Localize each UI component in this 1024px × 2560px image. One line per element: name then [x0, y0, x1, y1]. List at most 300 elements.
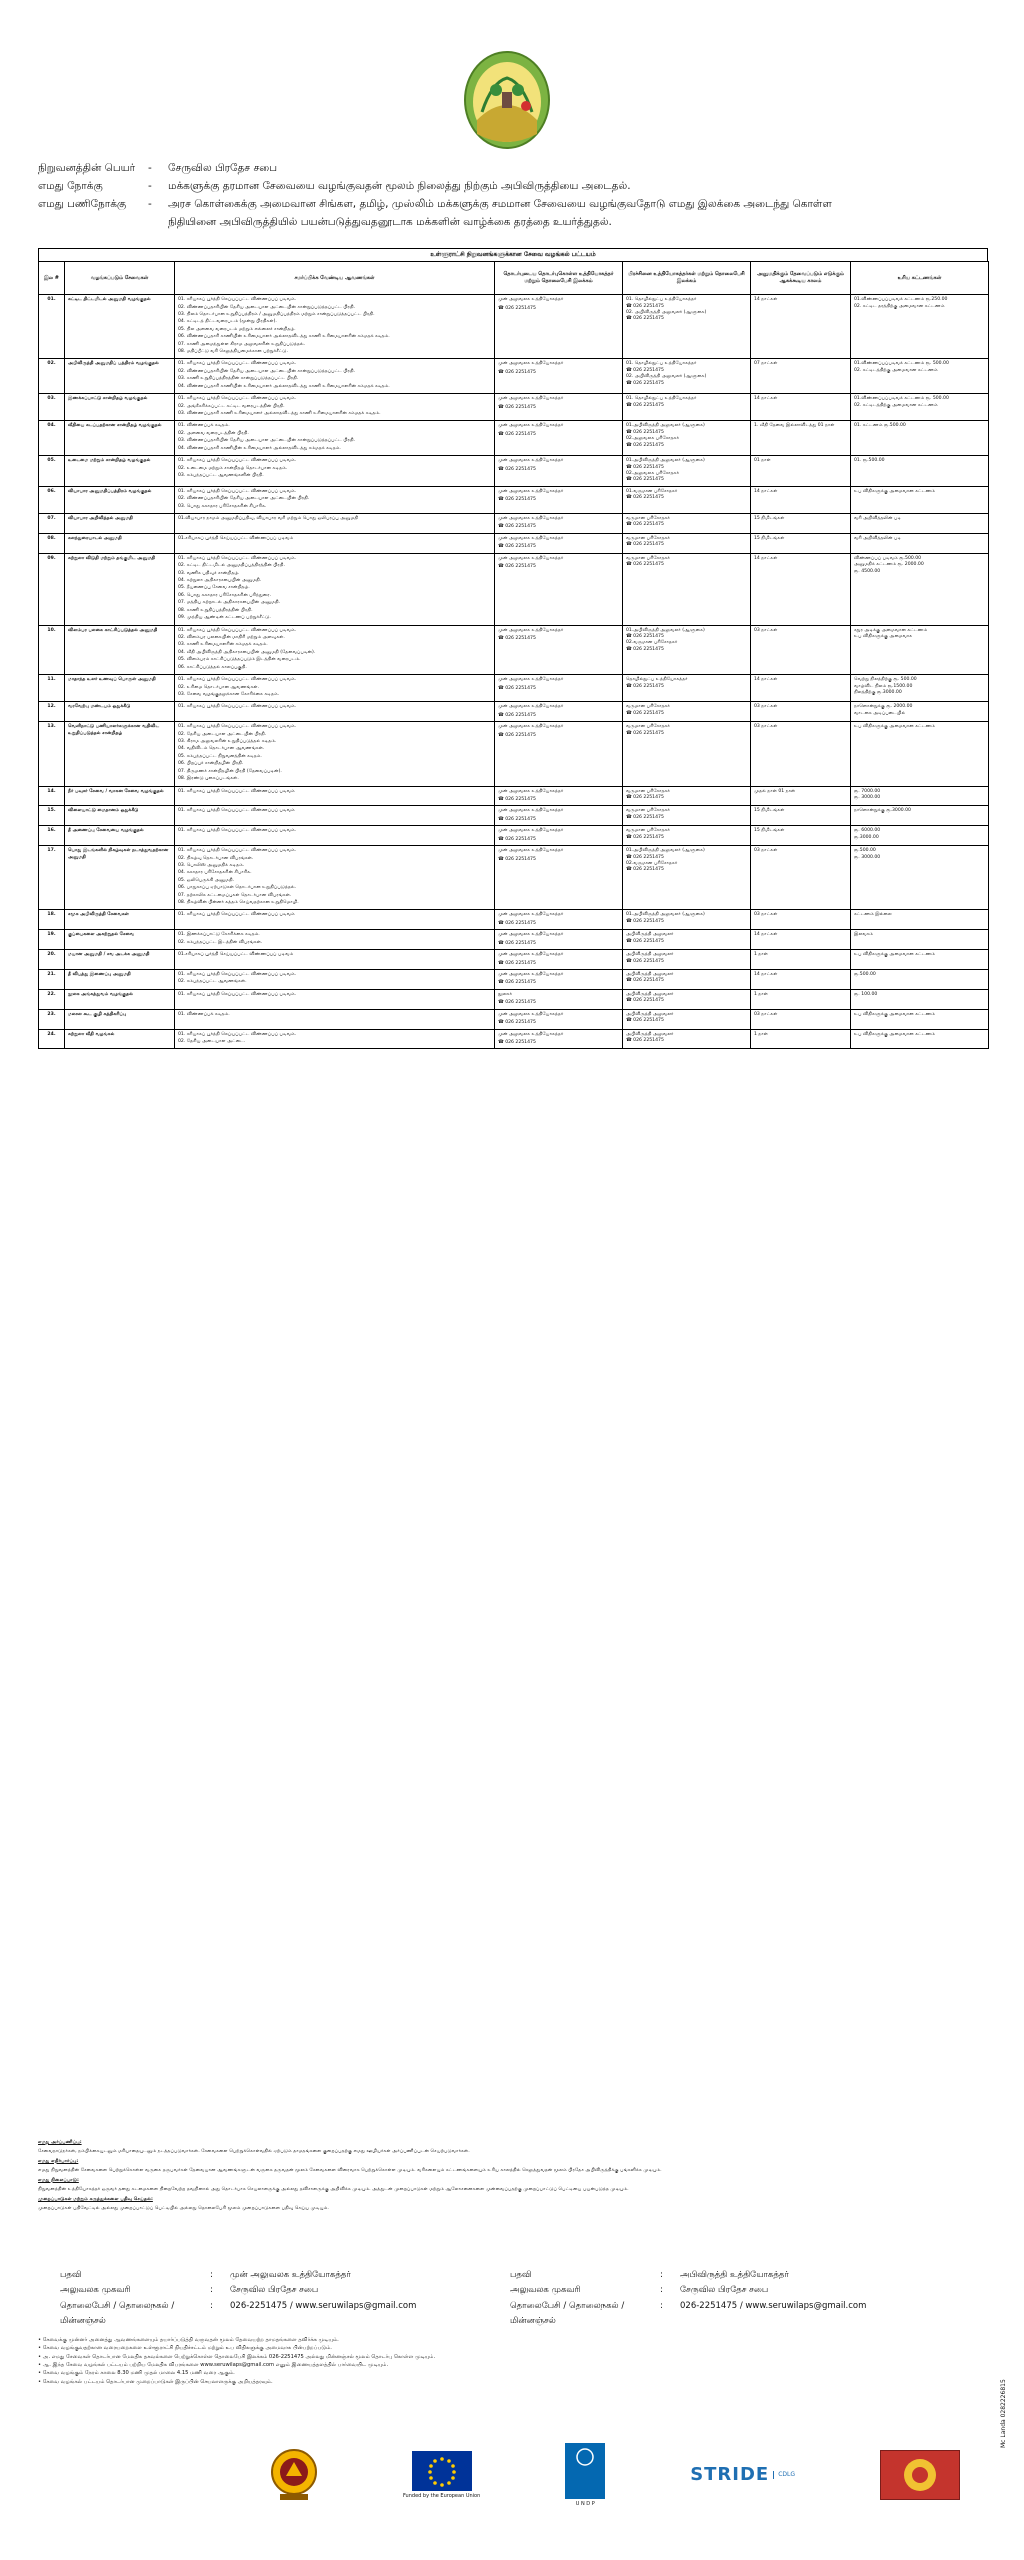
service-name: நீர் பவுசர் சேவை / வாகன சேவை வழங்குதல்: [65, 786, 175, 806]
contact-right: [510, 2268, 960, 2329]
document-item: 05. ஒலிபெருக்கி அனுமதி.: [178, 877, 235, 883]
footer-logos: [270, 2440, 960, 2510]
responsible-officer-line: 01.வருமான பரிசோதகர்: [626, 488, 678, 494]
service-name: மலசல கூட குழி சுத்திகரிப்பு: [65, 1009, 175, 1029]
officer-phone-number: 026 2251475: [505, 635, 536, 641]
responsible-officer-line: ☎ 026 2251475: [626, 495, 664, 501]
table-row: [39, 950, 989, 970]
contact-officer: [495, 1009, 623, 1029]
service-fees: [851, 625, 989, 675]
document-item: 01. சரியாகப் பூர்த்தி செய்யப்பட்ட விண்ணப்பப் படிவம்.: [178, 677, 297, 683]
document-item: 01.சரியாகப் பூர்த்தி செய்யப்பட்ட விண்ணப்பப் படிவம்: [178, 952, 294, 958]
officer-title: முன் அலுவலக உத்தியோகத்தர்: [498, 828, 564, 834]
table-row: [39, 456, 989, 487]
responsible-officers: [623, 394, 751, 421]
service-fees: [851, 806, 989, 826]
document-item: 01. சரியாகப் பூர்த்தி செய்யப்பட்ட விண்ணப்பப் படிவம்.: [178, 361, 297, 367]
service-fees: [851, 826, 989, 846]
table-row: [39, 930, 989, 950]
contact-row: [510, 2299, 960, 2330]
officer-phone: [498, 544, 619, 550]
service-name: இணக்கப்பாட்டு சான்றிதழ் வழங்குதல்: [65, 394, 175, 421]
service-name: வியாபார அனுமதிப்பத்திரம் வழங்குதல்: [65, 486, 175, 513]
bottom-note: • சேவை வழங்குவதற்கான வரையறைகளை உள்ளூராட்சி நியதிச்சட்டம் மற்றும் உப விதிகளுக்கு அமைவாக பின்பற்றப்படும்.: [38, 2344, 988, 2352]
document-item: 02. விளம்பர பலகையின் மாதிரி மற்றும் அளவுகள்.: [178, 634, 285, 640]
row-number: 09.: [39, 553, 65, 625]
column-header: தொடர்புடைய தொடர்புகொள்ள உத்தியோகத்தர் மற்றும் தொலைபேசி இலக்கம்: [495, 262, 623, 295]
phone-icon: ☎: [498, 497, 506, 503]
fee-line: விண்ணப்பப் படிவம் ரூ.500.00: [854, 555, 922, 561]
phone-icon: ☎: [498, 836, 506, 842]
bottom-note: • அ. எமது சேவைகள் தொடர்பான மேலதிக தகவல்களை பெற்றுக்கொள்ள தொலைபேசி இலக்கம் 026-2251475 அல்லது மின்னஞ்சல் மூலம் தொடர்பு கொள்ள முடியும்.: [38, 2353, 988, 2361]
fee-line: ரூ. 7000.00: [854, 788, 881, 794]
document-item: 01. சரியாகப் பூர்த்தி செய்யப்பட்ட விண்ணப்பப் படிவம்.: [178, 488, 297, 494]
document-item: 07. மத்திய சுற்றாடல் அதிகாரசபையின் அனுமதி.: [178, 600, 281, 606]
fee-line: ரூ.500.00: [854, 848, 876, 854]
document-item: 03. பொது சுகாதார பரிசோதகரின் சிபாரிசு.: [178, 503, 267, 509]
service-fees: [851, 295, 989, 359]
fee-line: ரூ. 6000.00: [854, 828, 881, 834]
officer-title: முன் அலுவலக உத்தியோகத்தர்: [498, 555, 564, 561]
column-header: இல #: [39, 262, 65, 295]
contact-officer: [495, 930, 623, 950]
phone-icon: ☎: [498, 564, 506, 570]
required-documents: [175, 930, 495, 950]
document-item: 01. சரியாகப் பூர்த்தி செய்யப்பட்ட விண்ணப்பப் படிவம்.: [178, 704, 297, 710]
phone-icon: ☎: [498, 1020, 506, 1026]
fee-line: ரூ. 3000.00: [854, 854, 881, 860]
table-row: [39, 359, 989, 394]
service-time: 03 நாட்கள்: [751, 722, 851, 786]
contact-separator: :: [660, 2300, 663, 2311]
officer-phone-number: 026 2251475: [505, 940, 536, 946]
service-time: 14 நாட்கள்: [751, 970, 851, 990]
officer-title: முன் அலுவலக உத்தியோகத்தர்: [498, 361, 564, 367]
service-time: 07 நாட்கள்: [751, 359, 851, 394]
phone-icon: ☎: [498, 1039, 506, 1045]
service-time: 15 நிமிடங்கள்: [751, 826, 851, 846]
stride-logo: [690, 2463, 795, 2487]
fee-line: உப விதிகளுக்கு அமைவான கட்டணம்: [854, 488, 936, 494]
responsible-officer-line: ☎ 026 2251475: [626, 542, 664, 548]
service-fees: [851, 514, 989, 534]
responsible-officer-line: ☎ 026 2251475: [626, 854, 664, 860]
row-number: 02.: [39, 359, 65, 394]
officer-phone-number: 026 2251475: [505, 466, 536, 472]
table-title: உள்ளூராட்சி நிறுவனங்களுக்கான சேவை வழங்கல் பட்டயம்: [38, 248, 988, 261]
officer-phone: [498, 370, 619, 376]
responsible-officer-line: வருமான பரிசோதகர்: [626, 704, 670, 710]
responsible-officer-line: ☎ 026 2251475: [626, 402, 664, 408]
responsible-officer-line: அபிவிருத்தி அலுவலர்: [626, 1031, 674, 1037]
responsible-officer-line: ☎ 026 2251475: [626, 429, 664, 435]
officer-phone-number: 026 2251475: [505, 544, 536, 550]
fee-line: 02. கட்டிட தரத்திற்கு அமைவான கட்டணம்: [854, 303, 945, 309]
column-header: பிரச்சினை உத்தியோகத்தர்கள் மற்றும் தொலைபேசி இலக்கம்: [623, 262, 751, 295]
row-number: 03.: [39, 394, 65, 421]
officer-phone: [498, 713, 619, 719]
document-item: 02. சம்பந்தப்பட்ட ஆவணங்கள்.: [178, 979, 247, 985]
fee-line: இலவசம்: [854, 932, 873, 938]
responsible-officers: [623, 295, 751, 359]
org-label: நிறுவனத்தின் பெயர்: [38, 162, 136, 174]
fee-line: உப விதிகளுக்கு அமைவான கட்டணம்: [854, 724, 936, 730]
officer-phone: [498, 797, 619, 803]
note-position: நிறுவனத்தின் உத்தியோகத்தர் ஒருவர் தனது கடமைகளை நிறைவேற்ற தவறினால் அது தொடர்பாக செயலாளருக்கு அல்லது தவிசாளருக்கு அறிவிக்க முடியும். அத்துடன் முறைப்பாடுகள் மற்றும் ஆலோசனைகளை முன்வைப்பதற்கு முறைப்பாட்டுப் பெட்டியை பயன்படுத்த முடியும்.: [38, 2187, 629, 2193]
contact-separator: :: [210, 2300, 213, 2311]
officer-phone: [498, 921, 619, 927]
table-row: [39, 675, 989, 702]
required-documents: [175, 533, 495, 553]
bottom-note: • சேவை வழங்கும் நேரம் காலை 8.30 மணி முதல் மாலை 4.15 மணி வரை ஆகும்.: [38, 2369, 988, 2377]
responsible-officers: [623, 625, 751, 675]
service-time: 1. வீதி தேவை இல்லாவிடத்து 01 நாள்: [751, 421, 851, 456]
contact-section: [60, 2268, 960, 2329]
officer-phone-number: 026 2251475: [505, 1020, 536, 1026]
table-row: [39, 1009, 989, 1029]
table-row: [39, 826, 989, 846]
service-name: தீ அணைப்பு சேவையை வழங்குதல்: [65, 826, 175, 846]
officer-phone: [498, 1020, 619, 1026]
responsible-officer-line: ☎ 026 2251475: [626, 522, 664, 528]
contact-value: 026-2251475 / www.seruwilaps@gmail.com: [230, 2300, 417, 2311]
fee-line: 01.விண்ணப்பப்படிவக் கட்டணம் ரூ.250.00: [854, 297, 948, 303]
service-fees: [851, 846, 989, 910]
responsible-officer-line: 01.அபிவிருத்தி அலுவலர் (ஆளுகை): [626, 912, 705, 918]
service-fees: [851, 702, 989, 722]
officer-phone: [498, 686, 619, 692]
required-documents: [175, 970, 495, 990]
officer-phone-number: 026 2251475: [505, 497, 536, 503]
column-header: வழங்கப்படும் சேவைகள்: [65, 262, 175, 295]
responsible-officer-line: ☎ 026 2251475: [626, 1018, 664, 1024]
required-documents: [175, 1029, 495, 1049]
service-time: 01 நாள்: [751, 456, 851, 487]
responsible-officer-line: தொழில்நுட்ப உத்தியோகத்தர்: [626, 677, 688, 683]
contact-officer: [495, 533, 623, 553]
document-item: 01. சரியாகப் பூர்த்தி செய்யப்பட்ட விண்ணப்பப் படிவம்.: [178, 848, 297, 854]
required-documents: [175, 1009, 495, 1029]
contact-row: [60, 2268, 510, 2283]
responsible-officers: [623, 421, 751, 456]
document-item: 02. கட்டிட திட்டமிடல் அனுமதிப்பத்திரத்தின் பிரதி.: [178, 563, 285, 569]
document-item: 03. காணி உறுதிப்பத்திரத்தின் சான்றுப்படுத்தப்பட்ட பிரதி.: [178, 376, 299, 382]
table-row: [39, 553, 989, 625]
responsible-officer-line: அபிவிருத்தி அலுவலர்: [626, 1011, 674, 1017]
contact-value: 026-2251475 / www.seruwilaps@gmail.com: [680, 2300, 867, 2311]
responsible-officer-line: வருமான பரிசோதகர்: [626, 516, 670, 522]
responsible-officers: [623, 930, 751, 950]
contact-separator: :: [210, 2270, 213, 2280]
document-item: 05. விளம்பரம் காட்சிப்படுத்தப்படும் இடத்தின் வரைபடம்.: [178, 657, 301, 663]
contact-officer: [495, 786, 623, 806]
document-item: 04. கட்டிடத் திட்டவரைபடம் (மூன்று பிரதிகள்).: [178, 319, 277, 325]
officer-title: முன் அலுவலக உத்தியோகத்தர்: [498, 808, 564, 814]
fee-line: கட்டணம் இல்லை: [854, 912, 892, 918]
service-fees: [851, 786, 989, 806]
phone-icon: ☎: [498, 980, 506, 986]
fee-line: ரூ. 100.00: [854, 991, 878, 997]
council-logo: [452, 42, 562, 160]
service-time: 14 நாட்கள்: [751, 486, 851, 513]
service-name: குப்பைகளை அகற்றுதல் சேவை: [65, 930, 175, 950]
contact-officer: [495, 989, 623, 1009]
fee-line: வாடகை அடிப்படையில்: [854, 710, 906, 716]
row-number: 08.: [39, 533, 65, 553]
required-documents: [175, 514, 495, 534]
officer-phone-number: 026 2251475: [505, 856, 536, 862]
table-row: [39, 989, 989, 1009]
service-time: 03 நாட்கள்: [751, 625, 851, 675]
responsible-officer-line: ☎ 026 2251475: [626, 367, 664, 373]
service-fees: [851, 486, 989, 513]
document-item: 08. காணி உறுதிப்பத்திரத்தின் பிரதி.: [178, 607, 253, 613]
document-code: Mc Landa 0282226815: [1000, 2379, 1007, 2448]
row-number: 17.: [39, 846, 65, 910]
contact-officer: [495, 702, 623, 722]
officer-phone-number: 026 2251475: [505, 1039, 536, 1045]
officer-phone-number: 026 2251475: [505, 305, 536, 311]
document-item: 01. சரியாகப் பூர்த்தி செய்யப்பட்ட விண்ணப்பப் படிவம்.: [178, 458, 297, 464]
officer-title: முன் அலுவலக உத்தியோகத்தர்: [498, 788, 564, 794]
document-item: 08. இரண்டு புகைப்படங்கள்.: [178, 776, 239, 782]
required-documents: [175, 910, 495, 930]
note-expectation: எமது நிறுவனத்தின் சேவைகளை பெற்றுக்கொள்ள வருகை தருபவர்கள் தேவையான ஆவணங்களுடன் வருகை தருவதன் மூலம் சேவைகளை விரைவாக பெற்றுக்கொள்ள முடியும். வரிகளையும் கட்டணங்களையும் உரிய காலத்தில் செலுத்துவதன் மூலம் பிரதேச அபிவிருத்திக்கு பங்களிக்க முடியும்.: [38, 2168, 662, 2174]
contact-left: [60, 2268, 510, 2329]
officer-phone-number: 026 2251475: [505, 796, 536, 802]
row-number: 23.: [39, 1009, 65, 1029]
service-fees: [851, 722, 989, 786]
officer-phone-number: 026 2251475: [505, 980, 536, 986]
responsible-officer-line: ☎ 026 2251475: [626, 710, 664, 716]
phone-icon: ☎: [498, 712, 506, 718]
bottom-note: • சேவைக்கு முன்னர் அனைத்து ஆவணங்களையும் தயார்ப்படுத்தி வருவதன் மூலம் தேவையற்ற தாமதங்களை தவிர்க்க முடியும்.: [38, 2336, 988, 2344]
required-documents: [175, 675, 495, 702]
fee-line: உப விதிகளுக்கு அமைவான கட்டணம்: [854, 952, 936, 958]
contact-separator: :: [660, 2285, 663, 2296]
sri-lanka-emblem: [270, 2446, 318, 2504]
service-fees: [851, 553, 989, 625]
fee-line: நிலத்திற்கு ரூ.3000.00: [854, 689, 902, 695]
service-name: நூலக அங்கத்துவம் வழங்குதல்: [65, 989, 175, 1009]
officer-title: முன் அலுவலக உத்தியோகத்தர்: [498, 488, 564, 494]
fee-line: வரி அறிவித்தலின் படி: [854, 535, 902, 541]
officer-phone: [498, 1000, 619, 1006]
service-charter-table: [38, 248, 988, 1049]
fee-line: வெற்று நிலத்திற்கு ரூ. 500.00: [854, 677, 917, 683]
officer-phone: [498, 467, 619, 473]
document-item: 06. பொது சுகாதார பரிசோதகரின் பரிந்துரை.: [178, 592, 272, 598]
officer-title: முன் அலுவலக உத்தியோகத்தர்: [498, 972, 564, 977]
document-item: 01. விண்ணப்பக் கடிதம்.: [178, 1011, 230, 1017]
contact-row: [510, 2268, 960, 2283]
responsible-officers: [623, 359, 751, 394]
stride-text: STRIDE: [690, 2463, 770, 2485]
officer-phone: [498, 405, 619, 411]
phone-icon: ☎: [498, 404, 506, 410]
document-item: 05. சம்பந்தப்பட்ட நிறுவனத்தின் கடிதம்.: [178, 753, 262, 759]
responsible-officer-line: 02. அபிவிருத்தி அலுவலர் (ஆளுகை): [626, 309, 707, 315]
document-item: 01. சரியாகப் பூர்த்தி செய்யப்பட்ட விண்ணப்பப் படிவம்.: [178, 1031, 297, 1037]
document-item: 05. நில அளவை வரைபடம் மற்றும் எல்லைச் சான்றிதழ்.: [178, 326, 296, 332]
service-name: கட்டிட திட்டமிடல் அனுமதி வழங்குதல்: [65, 295, 175, 359]
document-item: 07. தற்காலிக கட்டமைப்புகள் தொடர்பான விபரங்கள்.: [178, 892, 292, 898]
row-number: 21.: [39, 970, 65, 990]
officer-phone-number: 026 2251475: [505, 369, 536, 375]
responsible-officer-line: அபிவிருத்தி அலுவலர்: [626, 952, 674, 958]
eu-caption: Funded by the European Union: [402, 2492, 481, 2499]
responsible-officer-line: ☎ 026 2251475: [626, 477, 664, 483]
fee-line: 01. ரூ.500.00: [854, 458, 885, 464]
officer-phone: [498, 733, 619, 739]
phone-icon: ☎: [498, 431, 506, 437]
responsible-officer-line: வருமான பரிசோதகர்: [626, 555, 670, 561]
phone-icon: ☎: [498, 940, 506, 946]
responsible-officers: [623, 514, 751, 534]
table-row: [39, 394, 989, 421]
service-time: 1 நாள்: [751, 1029, 851, 1049]
contact-row: [60, 2299, 510, 2330]
service-time: 15 நிமிடங்கள்: [751, 514, 851, 534]
officer-phone-number: 026 2251475: [505, 404, 536, 410]
responsible-officer-line: அபிவிருத்தி அலுவலர்: [626, 972, 674, 977]
required-documents: [175, 486, 495, 513]
contact-officer: [495, 359, 623, 394]
contact-officer: [495, 456, 623, 487]
officer-phone: [498, 857, 619, 863]
column-header: அனுமதிக்கும் தேவைப்படும் எடுக்கும் ஆகக்கூடிய காலம்: [751, 262, 851, 295]
fee-line: உப விதிகளுக்கு அமைவான கட்டணம்: [854, 1031, 936, 1037]
officer-title: முன் அலுவலக உத்தியோகத்தர்: [498, 516, 564, 522]
required-documents: [175, 394, 495, 421]
responsible-officer-line: ☎ 026 2251475: [626, 303, 664, 309]
fee-line: வாழ்விட நிலம் ரூ.1500.00: [854, 683, 913, 689]
bottom-notes: [38, 2336, 988, 2386]
row-number: 18.: [39, 910, 65, 930]
contact-officer: [495, 722, 623, 786]
service-fees: [851, 394, 989, 421]
document-item: 01. சரியாகப் பூர்த்தி செய்யப்பட்ட விண்ணப்பப் படிவம்.: [178, 297, 297, 303]
contact-officer: [495, 970, 623, 990]
officer-title: முன் அலுவலக உத்தியோகத்தர்: [498, 535, 564, 541]
required-documents: [175, 456, 495, 487]
document-item: 02. விண்ணப்பதாரியின் தேசிய அடையாள அட்டையின் சான்றுப்படுத்தப்பட்ட பிரதி.: [178, 304, 356, 310]
service-time: 14 நாட்கள்: [751, 675, 851, 702]
fee-line: 01.விண்ணப்பப்படிவக் கட்டணம் ரூ. 500.00: [854, 396, 949, 402]
officer-phone-number: 026 2251475: [505, 836, 536, 842]
document-item: 06. காட்சிப்படுத்தல் காலப்பகுதி.: [178, 664, 247, 670]
service-time: 03 நாட்கள்: [751, 1009, 851, 1029]
contact-officer: [495, 486, 623, 513]
responsible-officer-line: 01. தொழில்நுட்ப உத்தியோகத்தர்: [626, 396, 697, 402]
row-number: 04.: [39, 421, 65, 456]
fee-line: ரூ. 4500.00: [854, 568, 881, 574]
required-documents: [175, 421, 495, 456]
document-item: 02. தேசிய அடையாள அட்டையின் பிரதி.: [178, 731, 267, 737]
row-number: 06.: [39, 486, 65, 513]
phone-icon: ☎: [498, 544, 506, 550]
service-fees: [851, 1029, 989, 1049]
fee-line: 01. கட்டணம் ரூ.500.00: [854, 423, 906, 429]
mission-label: எமது பணிநோக்கு: [38, 197, 127, 210]
service-fees: [851, 421, 989, 456]
responsible-officer-line: ☎ 026 2251475: [626, 464, 664, 470]
table-row: [39, 1029, 989, 1049]
fee-line: ரூ. 3000.00: [854, 794, 881, 800]
responsible-officer-line: ☎ 026 2251475: [626, 794, 664, 800]
service-name: கலந்துரையாடல் அனுமதி: [65, 533, 175, 553]
service-name: வீதியை கடப்பதற்கான சான்றிதழ் வழங்குதல்: [65, 421, 175, 456]
phone-icon: ☎: [498, 816, 506, 822]
row-number: 15.: [39, 806, 65, 826]
fee-line: 02. கட்டிடத்திற்கு அமைவான கட்டணம்: [854, 367, 938, 373]
contact-officer: [495, 553, 623, 625]
bottom-note: • ஆ. இந்த சேவை வழங்கல் பட்டயம் பற்றிய மேலதிக விபரங்களை www.seruwilaps@gmail.com எனும் இணையத்தளத்தில் பார்வையிட முடியும்.: [38, 2361, 988, 2369]
required-documents: [175, 359, 495, 394]
document-item: 02. உடைமை மற்றும் சான்றிதழ் தொடர்பான கடிதம்.: [178, 465, 288, 471]
officer-phone-number: 026 2251475: [505, 712, 536, 718]
contact-key: பதவி: [510, 2270, 532, 2280]
required-documents: [175, 989, 495, 1009]
document-item: 03. நிலம் தொடர்பான உறுதிப்பத்திரம் / அனுமதிப்பத்திரம் மற்றும் சான்றுப்படுத்தப்பட்ட பிரதி.: [178, 311, 375, 317]
document-item: 04. வீதி அபிவிருத்தி அதிகாரசபையின் அனுமதி (தேவைப்படின்).: [178, 649, 316, 655]
fee-line: சதுர அடிக்கு அமைவான கட்டணம்: [854, 627, 928, 633]
responsible-officer-line: வருமான பரிசோதகர்: [626, 828, 670, 834]
fee-line: வரி அறிவித்தலின் படி: [854, 516, 902, 522]
service-fees: [851, 989, 989, 1009]
fee-line: நாளொன்றுக்கு ரூ. 2000.00: [854, 704, 913, 710]
document-item: 02. அளவை வரைபடத்தின் பிரதி.: [178, 430, 249, 436]
service-time: 1 நாள்: [751, 950, 851, 970]
fee-line: உப விதிகளுக்கு அமைவான கட்டணம்: [854, 1011, 936, 1017]
row-number: 11.: [39, 675, 65, 702]
row-number: 19.: [39, 930, 65, 950]
table-row: [39, 806, 989, 826]
contact-officer: [495, 394, 623, 421]
officer-title: முன் அலுவலக உத்தியோகத்தர்: [498, 704, 564, 710]
service-time: 03 நாட்கள்: [751, 846, 851, 910]
document-item: 01. சரியாகப் பூர்த்தி செய்யப்பட்ட விண்ணப்பப் படிவம்.: [178, 828, 297, 834]
responsible-officer-line: ☎ 026 2251475: [626, 867, 664, 873]
responsible-officer-line: ☎ 026 2251475: [626, 380, 664, 386]
responsible-officers: [623, 786, 751, 806]
document-item: 08. நிகழ்வின் பின்னர் சுத்தம் செய்வதற்கான உறுதிமொழி.: [178, 900, 299, 906]
contact-key: பதவி: [60, 2270, 82, 2280]
service-name: விளையாட்டு மைதானம் ஒதுக்கீடு: [65, 806, 175, 826]
responsible-officer-line: 02.அலுவலக பரிசோதகர்: [626, 436, 680, 442]
note-commitment: சேவைநாடுநர்கள், நம்பிக்கையுடனும் மரியாதையுடனும் நடத்தப்படுவார்கள். சேவைகளை பெற்றுக்கொள்வதில் ஏற்படும் தாமதங்களை குறைப்பதற்கு எமது ஊழியர்கள் அர்ப்பணிப்புடன் செயற்படுவார்கள்.: [38, 2149, 470, 2155]
row-number: 16.: [39, 826, 65, 846]
document-item: 02. நிகழ்வு தொடர்பான விபரங்கள்.: [178, 855, 254, 861]
undp-label: U N D P: [575, 2500, 595, 2507]
document-item: 01. சரியாகப் பூர்த்தி செய்யப்பட்ட விண்ணப்பப் படிவம்.: [178, 627, 297, 633]
document-item: 03. சேவை வழங்குதலுக்கான கோரிக்கை கடிதம்.: [178, 691, 280, 697]
service-name: மாதாந்த உலர் உணவுப் பொருள் அனுமதி: [65, 675, 175, 702]
responsible-officer-line: 02. அபிவிருத்தி அலுவலர் (ஆளுகை): [626, 374, 707, 380]
document-item: 02. அங்கீகரிக்கப்பட்ட கட்டிட வரைபடத்தின் பிரதி.: [178, 403, 285, 409]
table-row: [39, 625, 989, 675]
contact-key: தொலைபேசி / தொலைநகல் / மின்னஞ்சல்: [60, 2300, 175, 2326]
responsible-officer-line: 01.அபிவிருத்தி அலுவலர் (ஆளுகை): [626, 627, 705, 633]
responsible-officers: [623, 722, 751, 786]
table-row: [39, 295, 989, 359]
table-row: [39, 846, 989, 910]
officer-phone: [498, 432, 619, 438]
service-fees: [851, 533, 989, 553]
document-item: 01.வியாபார நாமம் அனுமதிப்பதிவு, வியாபார வரி மற்றும் பொது ஒலிபரப்பு அனுமதி: [178, 516, 359, 522]
row-number: 24.: [39, 1029, 65, 1049]
phone-icon: ☎: [498, 466, 506, 472]
